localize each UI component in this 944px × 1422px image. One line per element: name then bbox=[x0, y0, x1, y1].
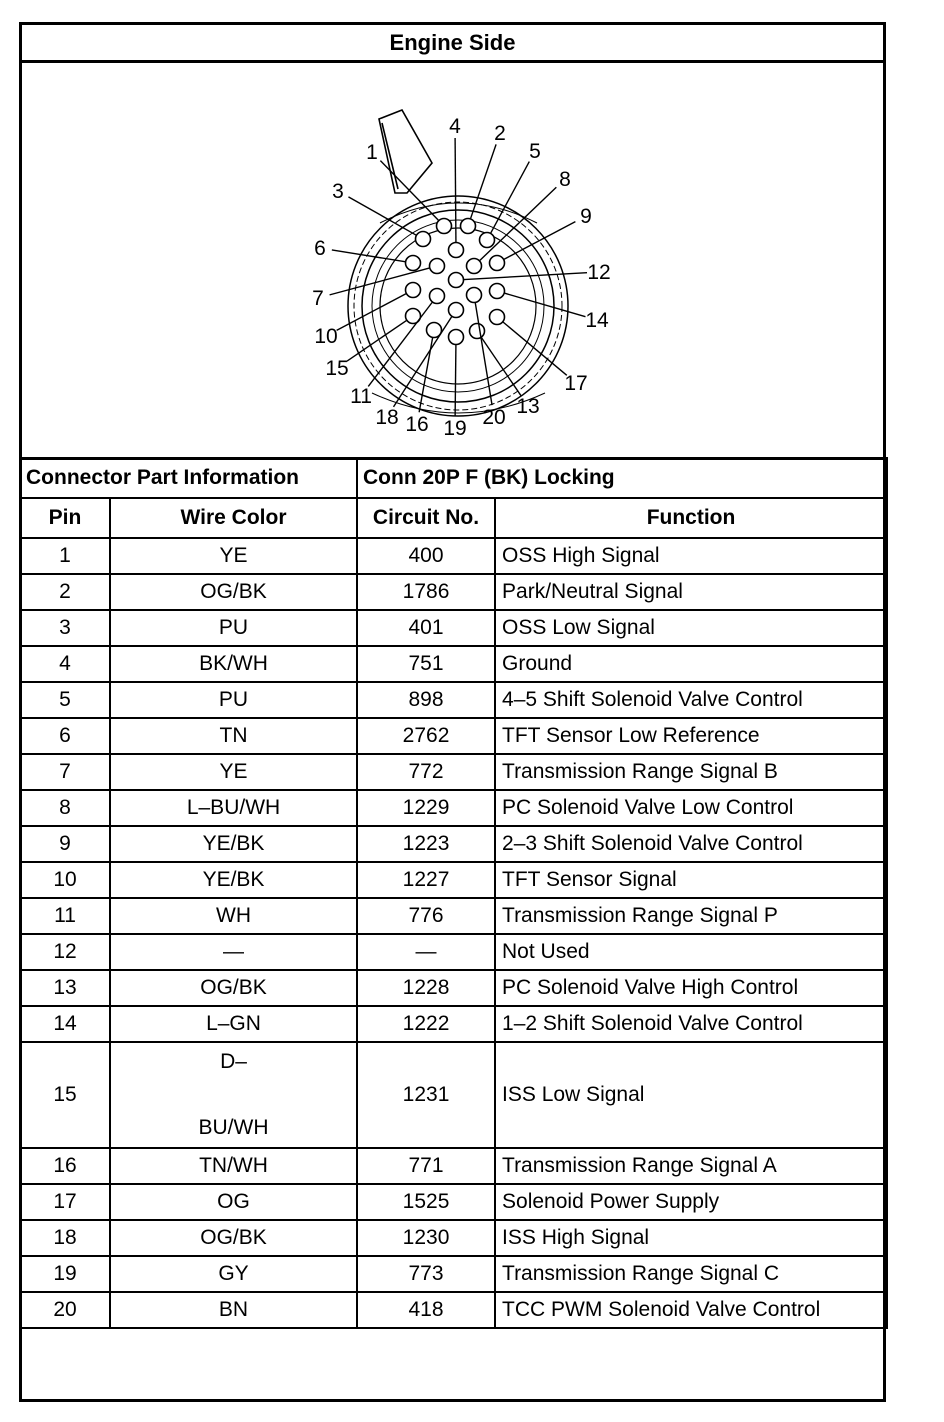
function-cell: 2–3 Shift Solenoid Valve Control bbox=[495, 826, 887, 862]
function-cell: OSS High Signal bbox=[495, 538, 887, 574]
function-cell: TFT Sensor Low Reference bbox=[495, 718, 887, 754]
circuit-cell: 1231 bbox=[357, 1042, 495, 1148]
pin-cavity-11 bbox=[430, 289, 445, 304]
pin-leader-line bbox=[455, 138, 456, 242]
pin-cell: 16 bbox=[20, 1148, 110, 1184]
wire-color-cell: YE/BK bbox=[110, 862, 357, 898]
pinout-rows bbox=[20, 538, 887, 1328]
circuit-cell: 1223 bbox=[357, 826, 495, 862]
wire-color-cell: YE bbox=[110, 754, 357, 790]
table-row bbox=[20, 1184, 887, 1220]
function-cell: ISS Low Signal bbox=[495, 1042, 887, 1148]
wire-color-cell: BN bbox=[110, 1292, 357, 1328]
pin-cell: 15 bbox=[20, 1042, 110, 1148]
pin-cavity-10 bbox=[406, 283, 421, 298]
wire-color-cell: L–BU/WH bbox=[110, 790, 357, 826]
pin-cell: 10 bbox=[20, 862, 110, 898]
circuit-cell: 771 bbox=[357, 1148, 495, 1184]
pin-cavity-5 bbox=[480, 233, 495, 248]
function-cell: TFT Sensor Signal bbox=[495, 862, 887, 898]
circuit-cell: 1525 bbox=[357, 1184, 495, 1220]
pin-leader-line bbox=[503, 322, 567, 375]
connector-info-label: Connector Part Information bbox=[20, 458, 357, 498]
pin-cell: 13 bbox=[20, 970, 110, 1006]
function-cell: TCC PWM Solenoid Valve Control bbox=[495, 1292, 887, 1328]
wire-color-cell: TN/WH bbox=[110, 1148, 357, 1184]
function-cell: Not Used bbox=[495, 934, 887, 970]
table-row bbox=[20, 1042, 887, 1148]
pin-number-label: 3 bbox=[332, 180, 344, 203]
function-cell: Park/Neutral Signal bbox=[495, 574, 887, 610]
wire-color-cell: PU bbox=[110, 682, 357, 718]
pin-cavity-3 bbox=[416, 232, 431, 247]
circuit-cell: 1230 bbox=[357, 1220, 495, 1256]
pin-leader-line bbox=[332, 250, 405, 262]
wire-color-cell: WH bbox=[110, 898, 357, 934]
table-row bbox=[20, 862, 887, 898]
table-row bbox=[20, 538, 887, 574]
pin-leader-line bbox=[491, 162, 530, 233]
wire-color-cell: — bbox=[110, 934, 357, 970]
circuit-cell: 1222 bbox=[357, 1006, 495, 1042]
table-row bbox=[20, 934, 887, 970]
pin-number-label: 4 bbox=[449, 115, 461, 138]
function-cell: Solenoid Power Supply bbox=[495, 1184, 887, 1220]
pin-cavity-9 bbox=[490, 256, 505, 271]
pin-number-label: 11 bbox=[350, 385, 372, 408]
pin-cell: 14 bbox=[20, 1006, 110, 1042]
pin-leader-line bbox=[505, 293, 586, 316]
column-header-row bbox=[20, 498, 887, 538]
pin-cavity-12 bbox=[449, 273, 464, 288]
wire-color-cell: YE bbox=[110, 538, 357, 574]
circuit-cell: 772 bbox=[357, 754, 495, 790]
pin-cell: 12 bbox=[20, 934, 110, 970]
sheet-title: Engine Side bbox=[22, 25, 883, 63]
wire-color-cell: TN bbox=[110, 718, 357, 754]
wire-color-cell: OG/BK bbox=[110, 574, 357, 610]
locking-tab bbox=[379, 110, 432, 193]
wire-color-cell: GY bbox=[110, 1256, 357, 1292]
function-cell: Transmission Range Signal B bbox=[495, 754, 887, 790]
pin-cavity-2 bbox=[461, 219, 476, 234]
pin-cavity-13 bbox=[470, 324, 485, 339]
circuit-cell: 751 bbox=[357, 646, 495, 682]
function-cell: PC Solenoid Valve High Control bbox=[495, 970, 887, 1006]
pin-number-label: 14 bbox=[585, 309, 609, 332]
table-row bbox=[20, 1006, 887, 1042]
pin-cavity-4 bbox=[449, 243, 464, 258]
pin-number-label: 19 bbox=[443, 417, 467, 440]
pin-cell: 3 bbox=[20, 610, 110, 646]
pin-cavities bbox=[406, 219, 505, 345]
pin-cavity-6 bbox=[406, 256, 421, 271]
table-row bbox=[20, 970, 887, 1006]
table-row bbox=[20, 718, 887, 754]
pin-cell: 7 bbox=[20, 754, 110, 790]
wire-color-cell: OG/BK bbox=[110, 970, 357, 1006]
circuit-cell: 2762 bbox=[357, 718, 495, 754]
pin-cell: 6 bbox=[20, 718, 110, 754]
table-row bbox=[20, 1148, 887, 1184]
pin-cell: 19 bbox=[20, 1256, 110, 1292]
pin-cell: 18 bbox=[20, 1220, 110, 1256]
pin-cell: 20 bbox=[20, 1292, 110, 1328]
wire-color-cell: BK/WH bbox=[110, 646, 357, 682]
circuit-cell: 1228 bbox=[357, 970, 495, 1006]
pin-cell: 4 bbox=[20, 646, 110, 682]
pinout-table bbox=[19, 457, 888, 1329]
circuit-cell: 773 bbox=[357, 1256, 495, 1292]
pin-number-label: 10 bbox=[314, 325, 338, 348]
circuit-cell: 898 bbox=[357, 682, 495, 718]
wire-color-cell: L–GN bbox=[110, 1006, 357, 1042]
pin-number-label: 9 bbox=[580, 205, 592, 228]
table-row bbox=[20, 646, 887, 682]
pin-number-label: 12 bbox=[587, 261, 611, 284]
pin-cell: 8 bbox=[20, 790, 110, 826]
pin-cavity-18 bbox=[449, 303, 464, 318]
circuit-cell: 776 bbox=[357, 898, 495, 934]
pin-cavity-19 bbox=[449, 330, 464, 345]
pin-number-label: 16 bbox=[405, 413, 429, 436]
table-row bbox=[20, 898, 887, 934]
connector-drawing bbox=[22, 63, 883, 457]
pin-number-label: 1 bbox=[366, 141, 378, 164]
function-cell: Transmission Range Signal P bbox=[495, 898, 887, 934]
function-cell: 1–2 Shift Solenoid Valve Control bbox=[495, 1006, 887, 1042]
connector-info-value: Conn 20P F (BK) Locking bbox=[357, 458, 887, 498]
function-cell: Transmission Range Signal A bbox=[495, 1148, 887, 1184]
col-header-circuit: Circuit No. bbox=[357, 498, 495, 538]
wire-color-cell: PU bbox=[110, 610, 357, 646]
pin-cavity-8 bbox=[467, 259, 482, 274]
circuit-cell: — bbox=[357, 934, 495, 970]
pin-number-label: 7 bbox=[312, 287, 324, 310]
function-cell: Ground bbox=[495, 646, 887, 682]
pin-number-label: 8 bbox=[559, 168, 571, 191]
wire-color-cell: OG/BK bbox=[110, 1220, 357, 1256]
pin-cavity-17 bbox=[490, 310, 505, 325]
pin-number-label: 2 bbox=[494, 122, 506, 145]
connector-info-row bbox=[20, 458, 887, 498]
circuit-cell: 418 bbox=[357, 1292, 495, 1328]
table-row bbox=[20, 682, 887, 718]
circuit-cell: 1786 bbox=[357, 574, 495, 610]
table-row bbox=[20, 790, 887, 826]
col-header-wire-color: Wire Color bbox=[110, 498, 357, 538]
circuit-cell: 1229 bbox=[357, 790, 495, 826]
col-header-function: Function bbox=[495, 498, 887, 538]
circuit-cell: 1227 bbox=[357, 862, 495, 898]
pin-leader-line bbox=[455, 345, 456, 416]
table-row bbox=[20, 1256, 887, 1292]
wire-color-line: BU/WH bbox=[198, 1116, 269, 1139]
table-row bbox=[20, 1220, 887, 1256]
pin-number-label: 15 bbox=[325, 357, 349, 380]
pin-number-label: 13 bbox=[516, 395, 540, 418]
circuit-cell: 400 bbox=[357, 538, 495, 574]
pin-number-label: 6 bbox=[314, 237, 326, 260]
connector-pinout-sheet bbox=[19, 22, 886, 1402]
pin-cell: 17 bbox=[20, 1184, 110, 1220]
pin-leader-line bbox=[368, 302, 432, 386]
function-cell: PC Solenoid Valve Low Control bbox=[495, 790, 887, 826]
pin-cavity-7 bbox=[430, 259, 445, 274]
pin-cell: 1 bbox=[20, 538, 110, 574]
function-cell: Transmission Range Signal C bbox=[495, 1256, 887, 1292]
pin-cavity-20 bbox=[467, 288, 482, 303]
wire-color-cell: YE/BK bbox=[110, 826, 357, 862]
wire-color-cell bbox=[110, 1042, 357, 1148]
table-row bbox=[20, 826, 887, 862]
wire-color-cell: OG bbox=[110, 1184, 357, 1220]
function-cell: OSS Low Signal bbox=[495, 610, 887, 646]
pin-cavity-1 bbox=[437, 219, 452, 234]
table-row bbox=[20, 610, 887, 646]
function-cell: 4–5 Shift Solenoid Valve Control bbox=[495, 682, 887, 718]
table-row bbox=[20, 754, 887, 790]
pin-cell: 2 bbox=[20, 574, 110, 610]
pin-number-label: 5 bbox=[529, 140, 541, 163]
col-header-pin: Pin bbox=[20, 498, 110, 538]
pin-number-label: 20 bbox=[482, 406, 506, 429]
circuit-cell: 401 bbox=[357, 610, 495, 646]
table-row bbox=[20, 574, 887, 610]
wire-color-line: D– bbox=[220, 1050, 247, 1073]
pin-cell: 11 bbox=[20, 898, 110, 934]
pin-number-label: 18 bbox=[375, 406, 399, 429]
connector-face-diagram bbox=[22, 63, 883, 460]
pin-cell: 9 bbox=[20, 826, 110, 862]
pin-leader-line bbox=[337, 294, 406, 331]
table-row bbox=[20, 1292, 887, 1328]
pin-leader-line bbox=[464, 273, 587, 280]
pin-cell: 5 bbox=[20, 682, 110, 718]
pin-leader-line bbox=[480, 187, 557, 260]
function-cell: ISS High Signal bbox=[495, 1220, 887, 1256]
pin-cavity-14 bbox=[490, 284, 505, 299]
pin-number-label: 17 bbox=[564, 372, 588, 395]
